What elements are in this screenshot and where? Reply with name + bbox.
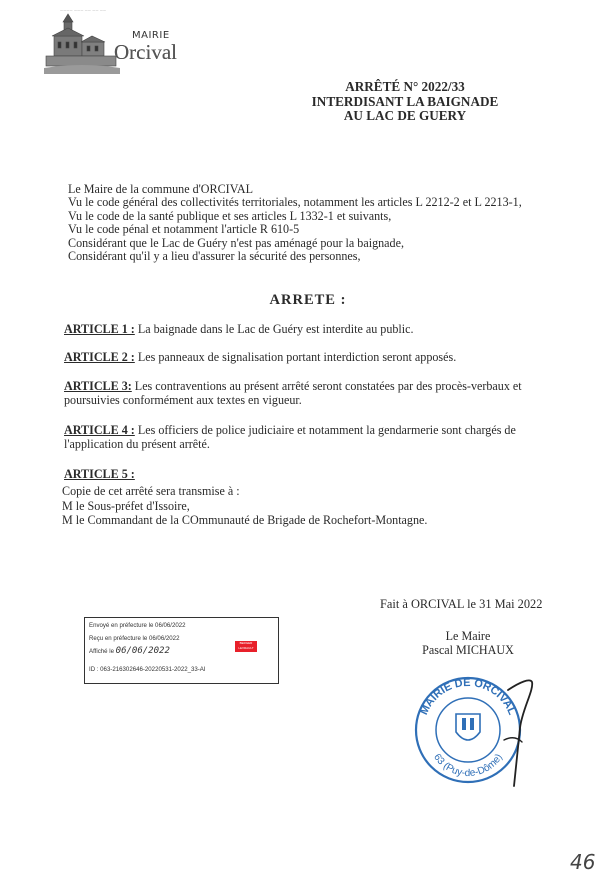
preamble-line: Vu le code de la santé publique et ses articles L 1332-1 et suivants, — [68, 208, 392, 223]
logo-mairie-label: MAIRIE — [132, 30, 170, 41]
preamble-line: Le Maire de la commune d'ORCIVAL — [68, 182, 253, 196]
signatory-name: Pascal MICHAUX — [422, 643, 514, 657]
article-label: ARTICLE 4 : — [64, 423, 135, 437]
article-2 — [64, 351, 564, 365]
article-label: ARTICLE 2 : — [64, 350, 135, 364]
logo-tiny-text: ———— ——— —— —— —— — [60, 8, 107, 12]
recu-text: Reçu en préfecture le 06/06/2022 — [89, 635, 180, 642]
article-1 — [64, 323, 564, 337]
article-text: Les officiers de police judiciaire et notamment la gendarmerie sont chargés de l'application du présent arrêté. — [64, 423, 516, 451]
article-label: ARTICLE 3: — [64, 379, 132, 393]
signatory-block — [418, 629, 518, 657]
church-icon — [42, 12, 122, 76]
affiche-label: Affiché le — [89, 648, 114, 655]
heading-line-3: AU LAC DE GUERY — [343, 108, 467, 124]
acte-id: ID : 063-216302646-20220531-2022_33-AI — [89, 666, 206, 673]
copies-line: Copie de cet arrêté sera transmise à : — [62, 484, 240, 498]
decree-heading — [280, 80, 530, 124]
article-text: Les contraventions au présent arrêté seront constatées par des procès-verbaux et poursuivies conformément aux textes en vigueur. — [64, 379, 522, 407]
heading-line-1: ARRÊTÉ N° 2022/33 — [345, 79, 465, 94]
seal-emblem — [456, 714, 480, 740]
mairie-seal-stamp — [408, 666, 558, 796]
article-4 — [64, 424, 564, 452]
envoye-text: Envoyé en préfecture le 06/06/2022 — [89, 622, 186, 629]
handwritten-signature — [508, 680, 532, 786]
signatory-title: Le Maire — [445, 629, 491, 643]
seal-bottom-text: 63 (Puy-de-Dôme) — [431, 752, 505, 780]
article-label: ARTICLE 5 : — [64, 467, 135, 481]
copies-line: M le Commandant de la COmmunauté de Brigade de Rochefort-Montagne. — [62, 513, 428, 528]
copies-list — [62, 484, 427, 528]
article-text: La baignade dans le Lac de Guéry est interdite au public. — [134, 322, 414, 336]
arrete-title: ARRETE : — [269, 292, 347, 308]
berger-levrault-logo: BERGER LEVRAULT — [235, 641, 257, 652]
preamble — [68, 183, 522, 263]
seal-inner-ring — [436, 698, 500, 762]
mairie-logo — [42, 8, 202, 74]
preamble-line: Considérant que le Lac de Guéry n'est pas aménagé pour la baignade, — [68, 235, 404, 250]
article-text: Les panneaux de signalisation portant interdiction seront apposés. — [134, 350, 457, 364]
affiche-date-handwritten: 06/06/2022 — [115, 646, 170, 656]
heading-line-2: INTERDISANT LA BAIGNADE — [311, 93, 499, 109]
fait-a-line: Fait à ORCIVAL le 31 Mai 2022 — [380, 597, 543, 611]
page-number: 46 — [570, 850, 596, 874]
preamble-line: Considérant qu'il y a lieu d'assurer la sécurité des personnes, — [68, 249, 361, 264]
preamble-line: Vu le code général des collectivités territoriales, notamment les articles L 2212-2 et L 2213-1, — [68, 195, 522, 210]
seal-top-text: MAIRIE DE ORCIVAL — [418, 676, 518, 717]
article-label: ARTICLE 1 : — [64, 322, 135, 336]
article-5 — [64, 468, 564, 482]
prefecture-stamp-box — [84, 617, 279, 684]
preamble-line: Vu le code pénal et notamment l'article R 610-5 — [68, 222, 300, 237]
affiche-row — [89, 646, 170, 656]
article-3 — [64, 380, 564, 408]
copies-line: M le Sous-préfet d'Issoire, — [62, 498, 190, 513]
logo-orcival-label: Orcival — [114, 40, 177, 64]
